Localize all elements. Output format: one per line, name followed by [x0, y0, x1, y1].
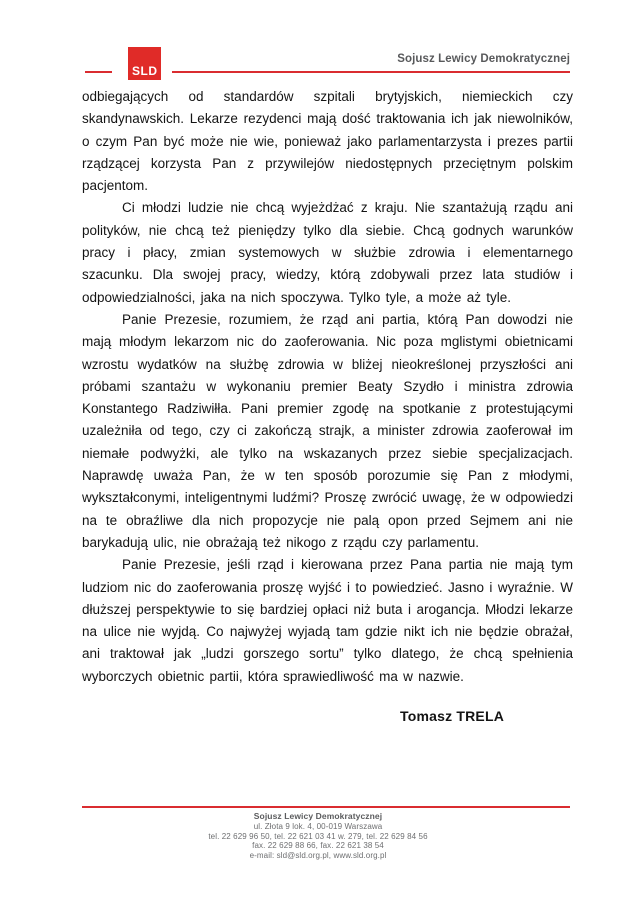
footer-email-web: e-mail: sld@sld.org.pl, www.sld.org.pl — [249, 851, 387, 861]
footer-phones: tel. 22 629 96 50, tel. 22 621 03 41 w. 279, tel. 22 629 84 56 — [208, 831, 428, 841]
sld-logo-text: SLD — [132, 64, 158, 78]
header-rule-left — [85, 71, 112, 73]
header-org-name: Sojusz Lewicy Demokratycznej — [397, 53, 570, 65]
letter-paragraph: odbiegających od standardów szpitali brytyjskich, niemieckich czy skandynawskich. Lekarze rezydenci mają dość traktowania ich jak niewolników, o czym Pan być może nie wie, ponieważ jako parlamentarzysta i prezes partii rządzącej korzysta Pan z przywilejów niedostępnych przeciętnym polskim pacjentom. — [82, 89, 573, 194]
footer-contact — [0, 812, 636, 861]
signature-name: Tomasz TRELA — [400, 708, 505, 724]
footer-address: ul. Złota 9 lok. 4, 00-019 Warszawa — [253, 821, 383, 831]
footer-org-name: Sojusz Lewicy Demokratycznej — [253, 811, 383, 821]
letter-paragraph: Ci młodzi ludzie nie chcą wyjeżdżać z kraju. Nie szantażują rządu ani polityków, nie chcą też pieniędzy tylko dla siebie. Chcą godnych warunków pracy i płacy, zmian systemowych w służbie zdrowia i elementarnego szacunku. Dla swojej pracy, wiedzy, którą zdobywali przez lata studiów i odpowiedzialności, jaka na nich spoczywa. Tylko tyle, a może aż tyle. — [82, 200, 573, 305]
letter-body — [82, 86, 573, 688]
letter-paragraph: Panie Prezesie, jeśli rząd i kierowana przez Pana partia nie mają tym ludziom nic do zaoferowania proszę wyjść i to powiedzieć. Jasno i wyraźnie. W dłuższej perspektywie to się bardziej opłaci niż buta i arogancja. Młodzi lekarze na ulice nie wyjdą. Co najwyżej wyjadą tam gdzie nikt ich nie będzie obrażał, ani traktował jak „ludzi gorszego sortu” tylko dlatego, że chcą spełnienia wyborczych obietnic partii, która sprawiedliwość ma w nazwie. — [82, 557, 573, 684]
footer-fax: fax. 22 629 88 66, fax. 22 621 38 54 — [252, 841, 384, 851]
header-rule-right — [172, 71, 570, 73]
footer-rule — [82, 806, 570, 808]
sld-logo — [128, 47, 161, 80]
letter-paragraph: Panie Prezesie, rozumiem, że rząd ani partia, którą Pan dowodzi nie mają młodym lekarzom nic do zaoferowania. Nic poza mglistymi obietnicami wzrostu wydatków na służbę zdrowia w bliżej nieokreślonej przyszłości ani próbami szantażu w wykonaniu premier Beaty Szydło i ministra zdrowia Konstantego Radziwiłła. Pani premier zgodę na spotkanie z protestującymi uzależniła od tego, czy ci zakończą strajk, a minister zdrowia zaoferował im niemałe podwyżki, ale tylko na wskazanych przez siebie specjalizacjach. Naprawdę uważa Pan, że w ten sposób porozumie się Pan z młodymi, wykształconymi, inteligentnymi ludźmi? Proszę zwrócić uwagę, że w odpowiedzi na te obraźliwe dla nich propozycje nie palą opon przed Sejmem ani nie barykadują ulic, nie obrażają też nikogo z rządu czy parlamentu. — [82, 311, 573, 550]
